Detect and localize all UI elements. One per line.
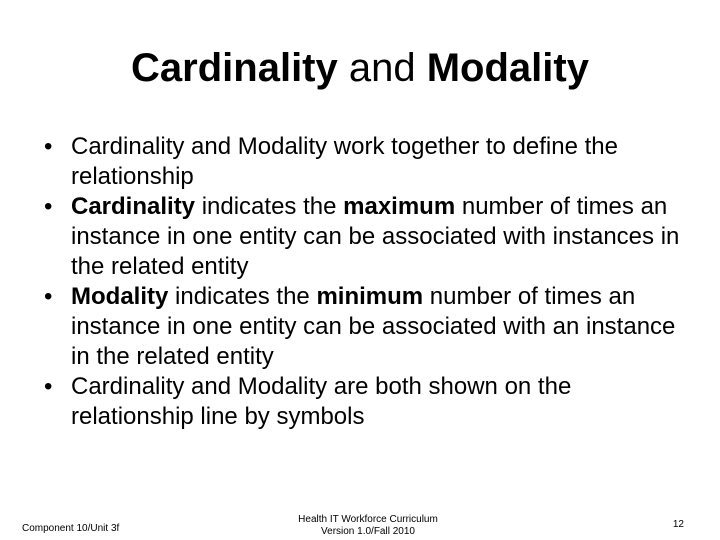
page-number: 12	[672, 519, 684, 530]
bullet-marker: •	[44, 193, 53, 220]
footer-component-label: Component 10/Unit 3f	[22, 523, 120, 534]
bullet-term-cardinality: Cardinality	[71, 193, 196, 220]
bullet-text: indicates the	[168, 283, 317, 310]
bullet-term-modality: Modality	[71, 283, 169, 310]
slide-title	[0, 42, 720, 94]
bullet-list	[44, 132, 684, 432]
bullet-text: number of times an instance in one entity can be associated with instances in the related entity	[71, 193, 680, 280]
footer-curriculum-title: Health IT Workforce Curriculum	[298, 514, 438, 525]
bullet-item	[44, 132, 684, 192]
bullet-marker: •	[44, 283, 53, 310]
bullet-item	[44, 192, 684, 282]
footer-curriculum-version: Version 1.0/Fall 2010	[321, 526, 415, 537]
title-modality: Modality	[426, 46, 589, 90]
bullet-text: Cardinality and Modality work together to define the relationship	[71, 133, 618, 190]
bullet-emphasis-maximum: maximum	[343, 193, 456, 220]
bullet-text: Cardinality and Modality are both shown on the relationship line by symbols	[71, 373, 572, 430]
bullet-item	[44, 372, 684, 432]
title-and: and	[337, 46, 427, 90]
bullet-marker: •	[44, 133, 53, 160]
bullet-text: number of times an instance in one entity can be associated with an instance in the related entity	[71, 283, 676, 370]
footer-curriculum	[252, 514, 484, 538]
bullet-marker: •	[44, 373, 53, 400]
bullet-text: indicates the	[195, 193, 344, 220]
bullet-item	[44, 282, 684, 372]
title-cardinality: Cardinality	[131, 46, 338, 90]
bullet-emphasis-minimum: minimum	[316, 283, 424, 310]
